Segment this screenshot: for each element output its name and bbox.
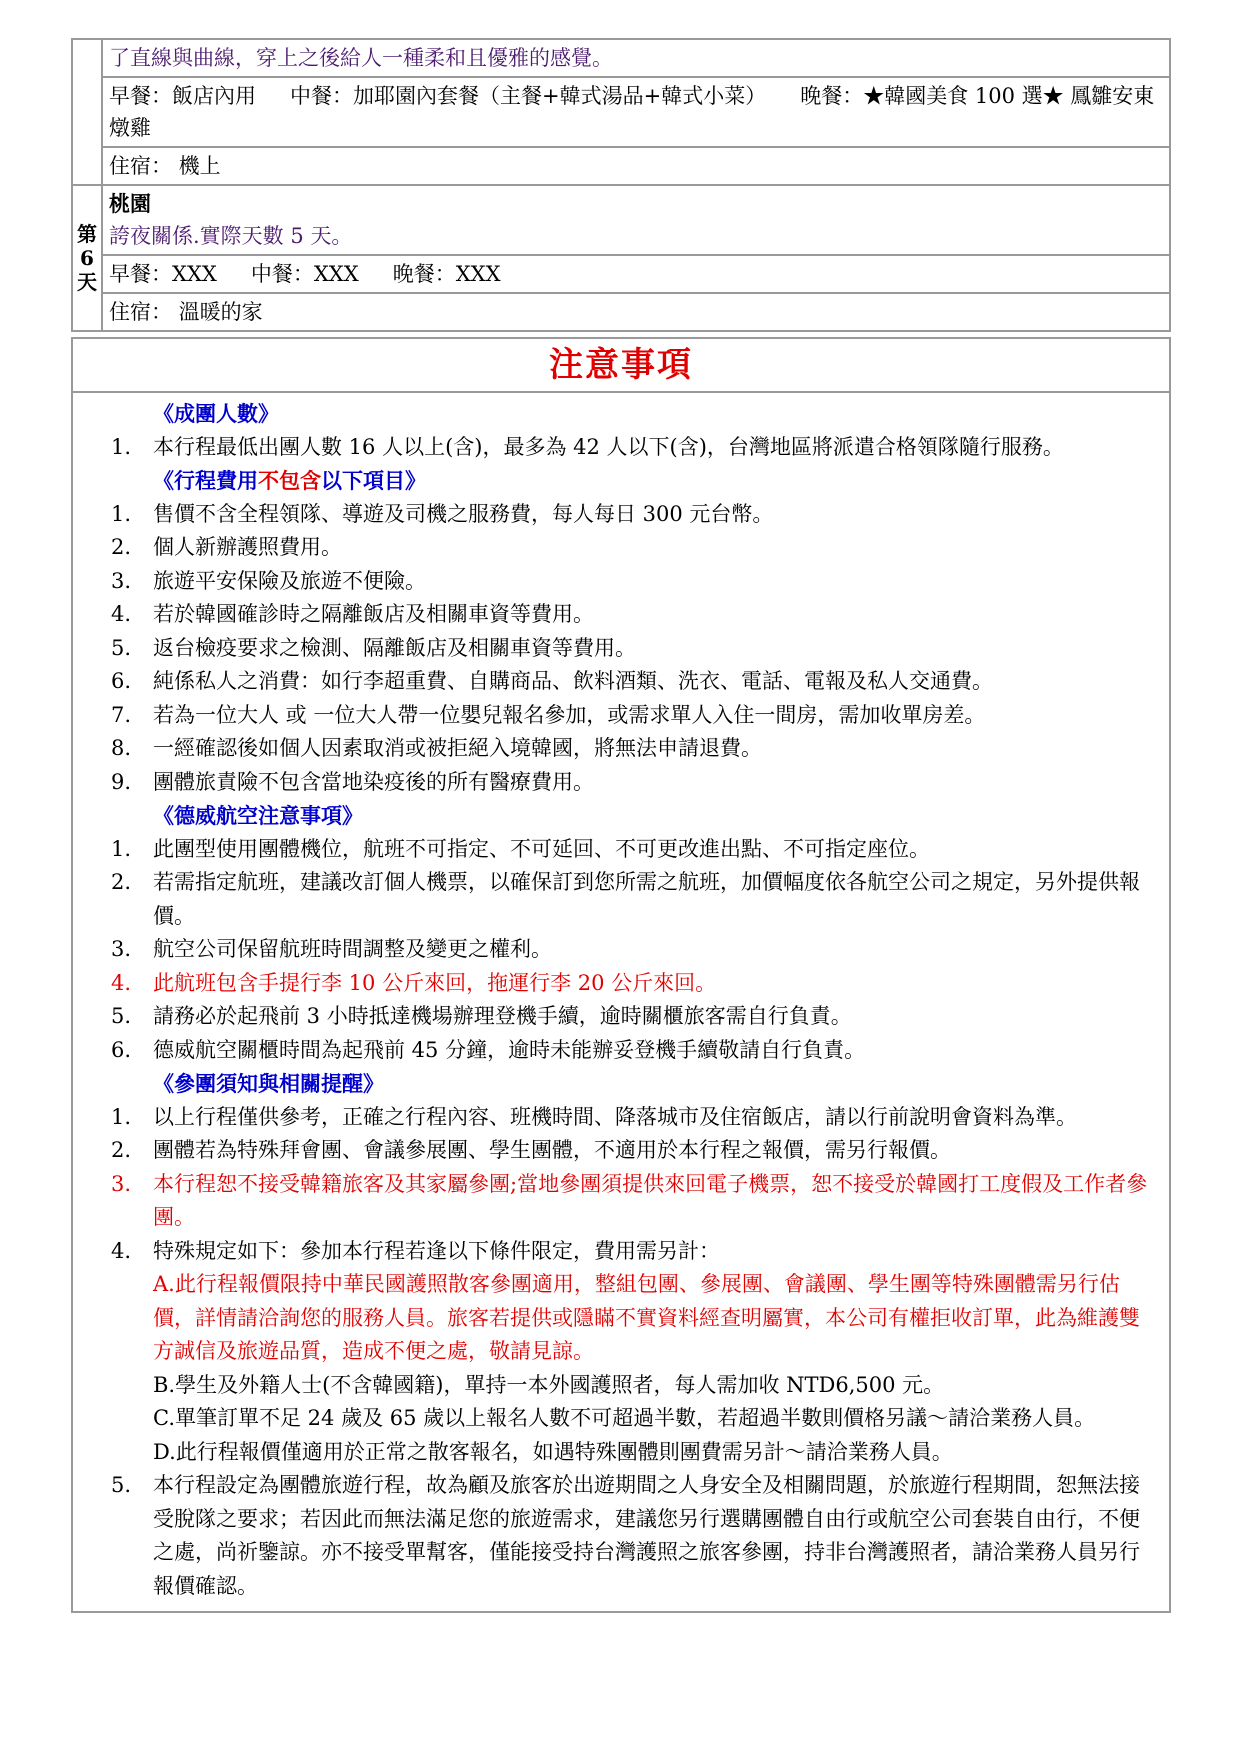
reminders-list: [111, 1101, 1155, 1269]
list-item-restriction: 3. 本行程恕不接受韓籍旅客及其家屬參團;當地參團須提供來回電子機票，恕不接受於韓國打工度假及工作者參團。: [111, 1171, 1148, 1229]
section-heading-exclusions: 《行程費用不包含以下項目》: [153, 468, 426, 493]
list-item: 5. 請務必於起飛前 3 小時抵達機場辦理登機手續，逾時關櫃旅客需自行負責。: [111, 1004, 852, 1028]
list-item: 6. 德威航空關櫃時間為起飛前 45 分鐘，逾時未能辦妥登機手續敬請自行負責。: [111, 1037, 866, 1062]
sub-item-a: A.此行程報價限持中華民國護照散客參團適用，整組包團、參展團、會議團、學生團等特殊團體需另行估價，詳情請洽詢您的服務人員。旅客若提供或隱瞞不實資料經查明屬實，本公司有權拒收訂單，此為維護雙方誠信及旅遊品質，造成不便之處，敬請見諒。: [153, 1272, 1140, 1363]
list-item: 5. 本行程設定為團體旅遊行程，故為顧及旅客於出遊期間之人身安全及相關問題，於旅遊行程期間，恕無法接受脫隊之要求；若因此而無法滿足您的旅遊需求，建議您另行選購團體自由行或航空公司套裝自由行，不便之處，尚祈鑒諒。亦不接受單幫客，僅能接受持台灣護照之旅客參團，持非台灣護照者，請洽業務人員另行報價確認。: [111, 1473, 1140, 1598]
day6-lunch: 中餐：XXX: [250, 262, 359, 286]
day6-title: 桃園: [109, 191, 151, 216]
list-item: 2. 若需指定航班，建議改訂個人機票，以確保訂到您所需之航班，加價幅度依各航空公司之規定，另外提供報價。: [111, 870, 1140, 928]
notes-section: [71, 337, 1171, 1613]
list-item: 2. 個人新辦護照費用。: [111, 535, 342, 559]
itinerary-table: [71, 38, 1171, 332]
day5-breakfast: 早餐：飯店內用: [109, 84, 256, 108]
list-item: 6. 純係私人之消費：如行李超重費、自購商品、飲料酒類、洗衣、電話、電報及私人交通費。: [111, 669, 993, 693]
notes-body: [73, 393, 1169, 1611]
day5-day-cell: [72, 39, 102, 185]
sub-item-b: B.學生及外籍人士(不含韓國籍)，單持一本外國護照者，每人需加收 NTD6,500 元。: [153, 1372, 945, 1397]
sub-item-c: C.單筆訂單不足 24 歲及 65 歲以上報名人數不可超過半數，若超過半數則價格另議～請洽業務人員。: [153, 1406, 1096, 1430]
day5-dinner: 晚餐：★韓國美食 100 選★ 鳳雛安東燉雞: [109, 84, 1155, 140]
list-item: 4. 特殊規定如下：參加本行程若逢以下條件限定，費用需另計：: [111, 1238, 720, 1263]
list-item: 8. 一經確認後如個人因素取消或被拒絕入境韓國，將無法申請退費。: [111, 736, 762, 760]
list-item: 7. 若為一位大人 或 一位大人帶一位嬰兒報名參加，或需求單人入住一間房，需加收單房差。: [111, 702, 986, 727]
list-item: 1. 以上行程僅供參考，正確之行程內容、班機時間、降落城市及住宿飯店，請以行前說明會資料為準。: [111, 1104, 1077, 1129]
list-item: 5. 返台檢疫要求之檢測、隔離飯店及相關車資等費用。: [111, 635, 636, 660]
notes-title: 注意事項: [73, 339, 1169, 393]
day6-header: [102, 185, 1170, 255]
day6-breakfast: 早餐：XXX: [109, 262, 217, 286]
day6-description: 誇夜關係.實際天數 5 天。: [109, 224, 353, 248]
day6-accommodation: 住宿： 溫暖的家: [102, 293, 1170, 331]
document-page: [71, 38, 1171, 1613]
list-item: 2. 團體若為特殊拜會團、會議參展團、學生團體，不適用於本行程之報價，需另行報價。: [111, 1138, 951, 1162]
day6-day-label: 第 6 天: [72, 185, 102, 331]
list-item: 1. 此團型使用團體機位，航班不可指定、不可延回、不可更改進出點、不可指定座位。: [111, 836, 930, 861]
section-heading-reminders: 《參團須知與相關提醒》: [153, 1071, 384, 1096]
day5-meals: [102, 77, 1170, 147]
list-item: 3. 航空公司保留航班時間調整及變更之權利。: [111, 937, 552, 961]
list-item: 1. 售價不含全程領隊、導遊及司機之服務費，每人每日 300 元台幣。: [111, 501, 774, 526]
list-item-baggage: 4. 此航班包含手提行李 10 公斤來回，拖運行李 20 公斤來回。: [111, 970, 717, 995]
day6-meals: [102, 255, 1170, 293]
list-item: 1. 本行程最低出團人數 16 人以上(含)，最多為 42 人以下(含)，台灣地區將派遣合格領隊隨行服務。: [111, 434, 1064, 459]
section-heading-group-size: 《成團人數》: [153, 401, 279, 426]
list-item: 9. 團體旅責險不包含當地染疫後的所有醫療費用。: [111, 769, 594, 794]
airline-list: [111, 833, 1155, 1068]
list-item: 3. 旅遊平安保險及旅遊不便險。: [111, 568, 426, 593]
exclusions-list: [111, 498, 1155, 800]
group-size-list: [111, 431, 1155, 465]
day5-accommodation: 住宿： 機上: [102, 147, 1170, 185]
section-heading-airline: 《德威航空注意事項》: [153, 803, 363, 828]
day6-dinner: 晚餐：XXX: [392, 262, 501, 286]
sub-item-d: D.此行程報價僅適用於正常之散客報名，如遇特殊團體則團費需另計～請洽業務人員。: [153, 1439, 953, 1464]
list-item: 4. 若於韓國確診時之隔離飯店及相關車資等費用。: [111, 602, 594, 626]
day5-description: 了直線與曲線，穿上之後給人一種柔和且優雅的感覺。: [102, 39, 1170, 77]
reminders-list-cont: [111, 1469, 1155, 1603]
day5-lunch: 中餐：加耶園內套餐（主餐+韓式湯品+韓式小菜）: [290, 84, 767, 108]
